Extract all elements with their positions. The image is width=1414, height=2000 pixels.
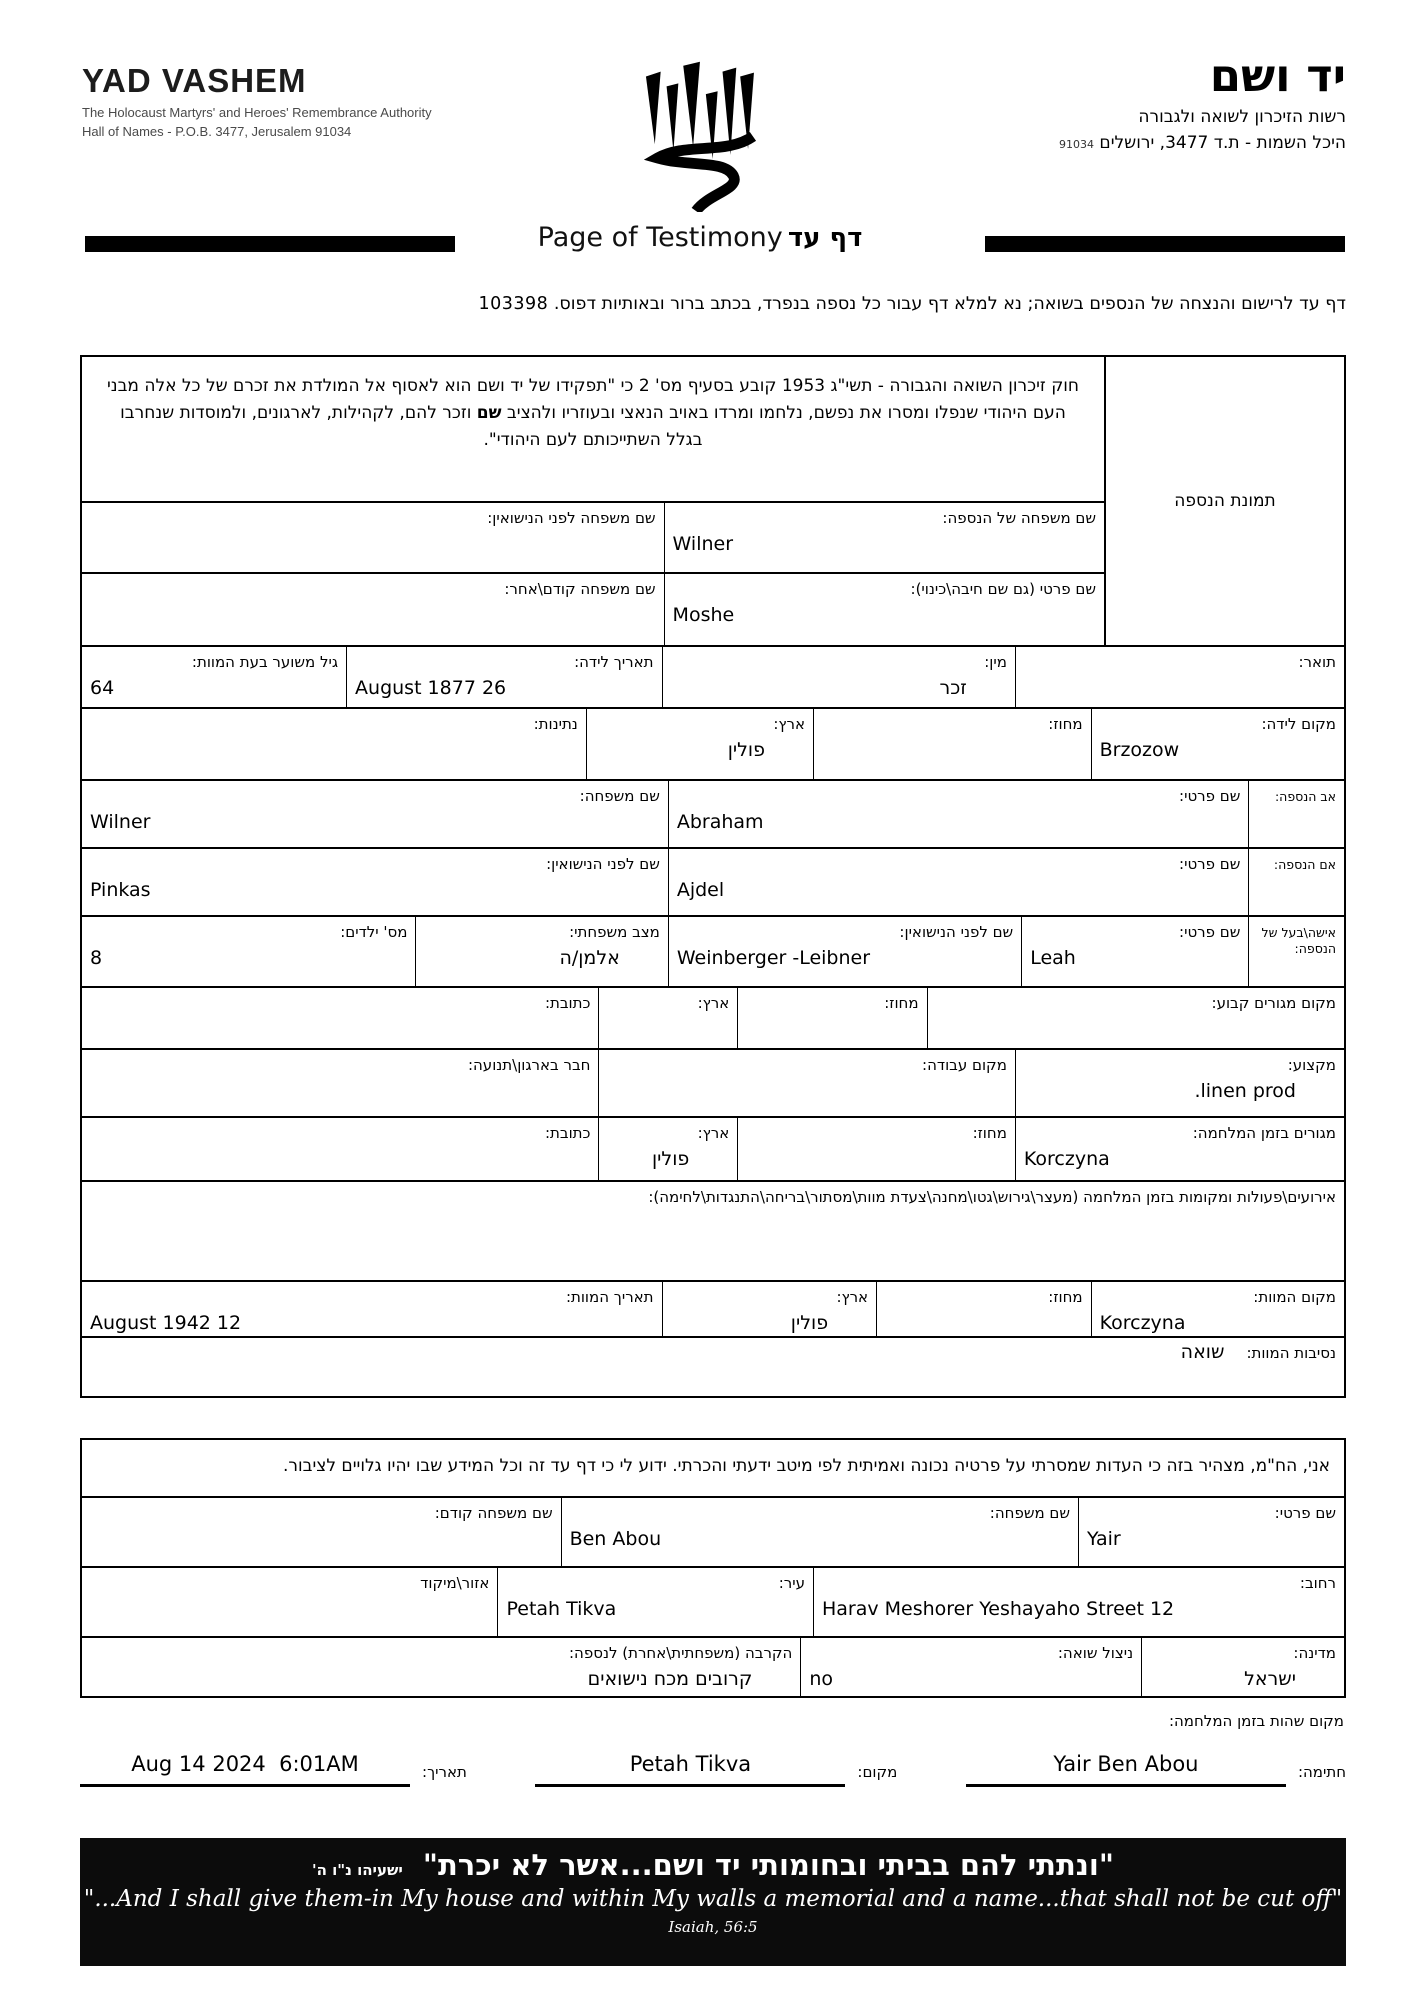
org-subtitle-english: The Holocaust Martyrs' and Heroes' Remembrance Authority <box>82 105 432 120</box>
father-family-name-value: Wilner <box>90 811 151 833</box>
banner-hebrew-ref: ישעיהו נ"ו ה' <box>312 1861 403 1879</box>
field-victim-title: תואר: <box>1298 653 1336 671</box>
org-name-english: YAD VASHEM <box>82 62 307 99</box>
field-spouse-first-name: שם פרטי: Leah <box>1022 917 1249 986</box>
field-victim-birth-country: ארץ: פולין <box>587 709 814 779</box>
num-children-value: 8 <box>90 947 103 969</box>
field-death-circumstances: נסיבות המוות: שואה <box>1180 1341 1336 1363</box>
field-marital-status: מצב משפחתי: אלמן/ה <box>416 917 668 986</box>
yad-vashem-menorah-logo-icon <box>638 50 756 216</box>
field-wartime-district: מחוז: <box>738 1118 1016 1180</box>
field-wartime-country: ארץ: פולין <box>599 1118 738 1180</box>
field-victim-birth-district: מחוז: <box>814 709 1092 779</box>
field-death-date: תאריך המוות: August 1942 12 <box>82 1282 663 1336</box>
field-father-family-name: שם משפחה: Wilner <box>82 781 669 847</box>
field-victim-citizenship: נתינות: <box>82 709 587 779</box>
field-submitter-family-name: שם משפחה: Ben Abou <box>562 1498 1079 1566</box>
field-submitter-city: עיר: Petah Tikva <box>498 1568 814 1636</box>
field-submitter-survivor: ניצול שואה: no <box>801 1638 1142 1696</box>
field-submitter-zip: אזור\מיקוד <box>82 1568 498 1636</box>
marital-status-value: אלמן/ה <box>559 947 620 969</box>
spouse-first-name-value: Leah <box>1030 947 1076 969</box>
father-first-name-value: Abraham <box>676 811 764 833</box>
victim-age-value: 64 <box>90 677 115 699</box>
victim-birth-place-value: Brzozow <box>1099 739 1180 761</box>
mother-first-name-value: Ajdel <box>676 879 725 901</box>
field-submitter-first-name: שם פרטי: Yair <box>1079 1498 1344 1566</box>
field-residence-address: כתובת: <box>82 988 599 1048</box>
victim-photo-box <box>1104 357 1344 645</box>
section-victim-spouse: אישה\בעל של הנספה: <box>1261 925 1336 956</box>
death-circumstances-value: שואה <box>1180 1341 1225 1363</box>
field-submitter-relationship: הקרבה (משפחתית\אחרת) לנספה: קרובים מכח נישואים <box>82 1638 801 1696</box>
page-title-english: Page of Testimony <box>537 222 783 253</box>
wartime-residence-value: Korczyna <box>1023 1148 1110 1170</box>
field-submitter-country: מדינה: ישראל <box>1142 1638 1344 1696</box>
scripture-banner <box>80 1838 1346 1966</box>
death-date-value: August 1942 12 <box>90 1312 242 1334</box>
field-wartime-whereabouts: מקום שהות בזמן המלחמה: <box>1168 1712 1344 1730</box>
field-workplace: מקום עבודה: <box>599 1050 1015 1116</box>
org-header-english <box>82 62 432 142</box>
field-residence-district: מחוז: <box>738 988 927 1048</box>
place-value: Petah Tikva <box>535 1752 845 1787</box>
victim-family-name-value: Wilner <box>672 533 734 555</box>
date-label: תאריך: <box>422 1763 467 1781</box>
field-num-children: מס' ילדים: 8 <box>82 917 416 986</box>
profession-value: linen prod. <box>1194 1080 1296 1102</box>
submitter-city-value: Petah Tikva <box>506 1598 617 1620</box>
field-victim-first-name: שם פרטי (גם שם חיבה\כינוי): Moshe <box>665 574 1104 645</box>
submitter-country-value: ישראל <box>1244 1668 1296 1690</box>
submitter-first-name-value: Yair <box>1086 1528 1121 1550</box>
field-victim-maiden-name: שם משפחה לפני הנישואין: <box>82 503 665 572</box>
field-victim-gender: מין: זכר <box>663 647 1016 707</box>
instruction-text: דף עד לרישום והנצחה של הנספים בשואה; נא למלא דף עבור כל נספה בנפרד, בכתב ברור ובאותיות דפוס. <box>553 294 1346 314</box>
victim-gender-value: זכר <box>939 677 967 699</box>
death-country-value: פולין <box>790 1312 829 1334</box>
org-address-english: Hall of Names - P.O.B. 3477, Jerusalem 91034 <box>82 123 352 139</box>
field-death-district: מחוז: <box>877 1282 1092 1336</box>
submitter-details-table <box>80 1438 1346 1698</box>
org-zip: 91034 <box>1059 137 1095 151</box>
law-text: חוק זיכרון השואה והגבורה - תשי"ג 1953 קובע בסעיף מס' 2 כי "תפקידו של יד ושם הוא לאסוף אל המולדת את זכרם של כל אלה מבני העם היהודי שנפלו ומסרו את נפשם, נלחמו ומרדו באויב הנאצי ובעוזריו ולהציב שם וזכר להם, לקהילות, לארגונים, ולמוסדות שנחרבו בגלל השתייכותם לעם היהודי". <box>82 357 1104 503</box>
field-profession: מקצוע: linen prod. <box>1016 1050 1344 1116</box>
submitter-family-name-value: Ben Abou <box>569 1528 662 1550</box>
page-title-hebrew: דף עד <box>787 223 863 253</box>
victim-photo-label: תמונת הנספה <box>1174 491 1276 511</box>
submitter-street-value: Harav Meshorer Yeshayaho Street 12 <box>821 1598 1175 1620</box>
field-spouse-maiden-name: שם לפני הנישואין: Weinberger -Leibner <box>669 917 1022 986</box>
field-victim-former-name: שם משפחה קודם\אחר: <box>82 574 665 645</box>
place-label: מקום: <box>857 1763 898 1781</box>
field-mother-maiden-name: שם לפני הנישואין: Pinkas <box>82 849 669 915</box>
law-bold-word: שם <box>476 403 502 424</box>
org-subtitle-hebrew: רשות הזיכרון לשואה ולגבורה <box>1138 107 1346 128</box>
field-residence-country: ארץ: <box>599 988 738 1048</box>
org-header-hebrew <box>1059 49 1346 156</box>
field-wartime-events: אירועים\פעולות ומקומות בזמן המלחמה (מעצר\גירוש\גטו\מחנה\צעדת מוות\מסתור\בריחה\התנגדות\לחימה): <box>648 1188 1336 1206</box>
wartime-country-value: פולין <box>651 1148 690 1170</box>
victim-first-name-value: Moshe <box>672 604 735 626</box>
field-father-first-name: שם פרטי: Abraham <box>669 781 1250 847</box>
field-victim-age-at-death: גיל משוער בעת המוות: 64 <box>82 647 347 707</box>
signature-date-field <box>80 1752 467 1787</box>
banner-english-ref: Isaiah, 56:5 <box>668 1918 758 1936</box>
signature-row <box>80 1752 1346 1787</box>
victim-details-table <box>80 355 1346 1398</box>
field-permanent-residence: מקום מגורים קבוע: <box>1211 994 1336 1012</box>
death-place-value: Korczyna <box>1099 1312 1186 1334</box>
submitter-relationship-value: קרובים מכח נישואים <box>587 1668 753 1690</box>
signature-place-field <box>535 1752 897 1787</box>
mother-maiden-name-value: Pinkas <box>90 879 151 901</box>
form-number: 103398 <box>478 294 549 314</box>
banner-hebrew-quote: "ונתתי להם בביתי ובחומותי יד ושם...אשר לא יכרת" ישעיהו נ"ו ה' <box>312 1848 1114 1882</box>
victim-birth-country-value: פולין <box>727 739 765 761</box>
spouse-maiden-name-value: Weinberger -Leibner <box>676 947 871 969</box>
signature-label: חתימה: <box>1297 1763 1346 1781</box>
field-mother-first-name: שם פרטי: Ajdel <box>669 849 1250 915</box>
field-victim-birth-date: תאריך לידה: August 1877 26 <box>347 647 663 707</box>
signature-value: Yair Ben Abou <box>966 1752 1286 1787</box>
field-death-country: ארץ: פולין <box>663 1282 878 1336</box>
instruction-line <box>80 294 1346 314</box>
banner-english-quote: "...And I shall give them-in My house and within My walls a memorial and a name...that shall not be cut off" Isaiah, 56:5 <box>83 1886 1343 1936</box>
date-value: Aug 14 2024 6:01AM <box>80 1752 410 1787</box>
section-victim-father: אב הנספה: <box>1274 789 1336 804</box>
org-name-hebrew: יד ושם <box>1209 49 1346 102</box>
field-wartime-address: כתובת: <box>82 1118 599 1180</box>
signature-field <box>966 1752 1346 1787</box>
org-address-hebrew: היכל השמות - ת.ד 3477, ירושלים 91034 <box>1059 132 1346 153</box>
submitter-survivor-value: no <box>809 1668 834 1690</box>
field-organization-member: חבר בארגון\תנועה: <box>82 1050 599 1116</box>
field-death-place: מקום המוות: Korczyna <box>1092 1282 1344 1336</box>
victim-birth-date-value: August 1877 26 <box>355 677 507 699</box>
field-victim-family-name: שם משפחה של הנספה: Wilner <box>665 503 1104 572</box>
title-bar-right <box>985 236 1345 252</box>
field-wartime-residence: מגורים בזמן המלחמה: Korczyna <box>1016 1118 1344 1180</box>
section-victim-mother: אם הנספה: <box>1273 857 1336 872</box>
field-submitter-street: רחוב: Harav Meshorer Yeshayaho Street 12 <box>814 1568 1344 1636</box>
field-victim-birth-place: מקום לידה: Brzozow <box>1092 709 1344 779</box>
field-submitter-former-name: שם משפחה קודם: <box>82 1498 562 1566</box>
declaration-text: אני, הח"מ, מצהיר בזה כי העדות שמסרתי על פרטיה נכונה ואמיתית לפי מיטב ידעתי והכרתי. ידוע לי כי דף עד זה וכל המידע שבו יהיו גלויים לציבור. <box>283 1456 1330 1476</box>
